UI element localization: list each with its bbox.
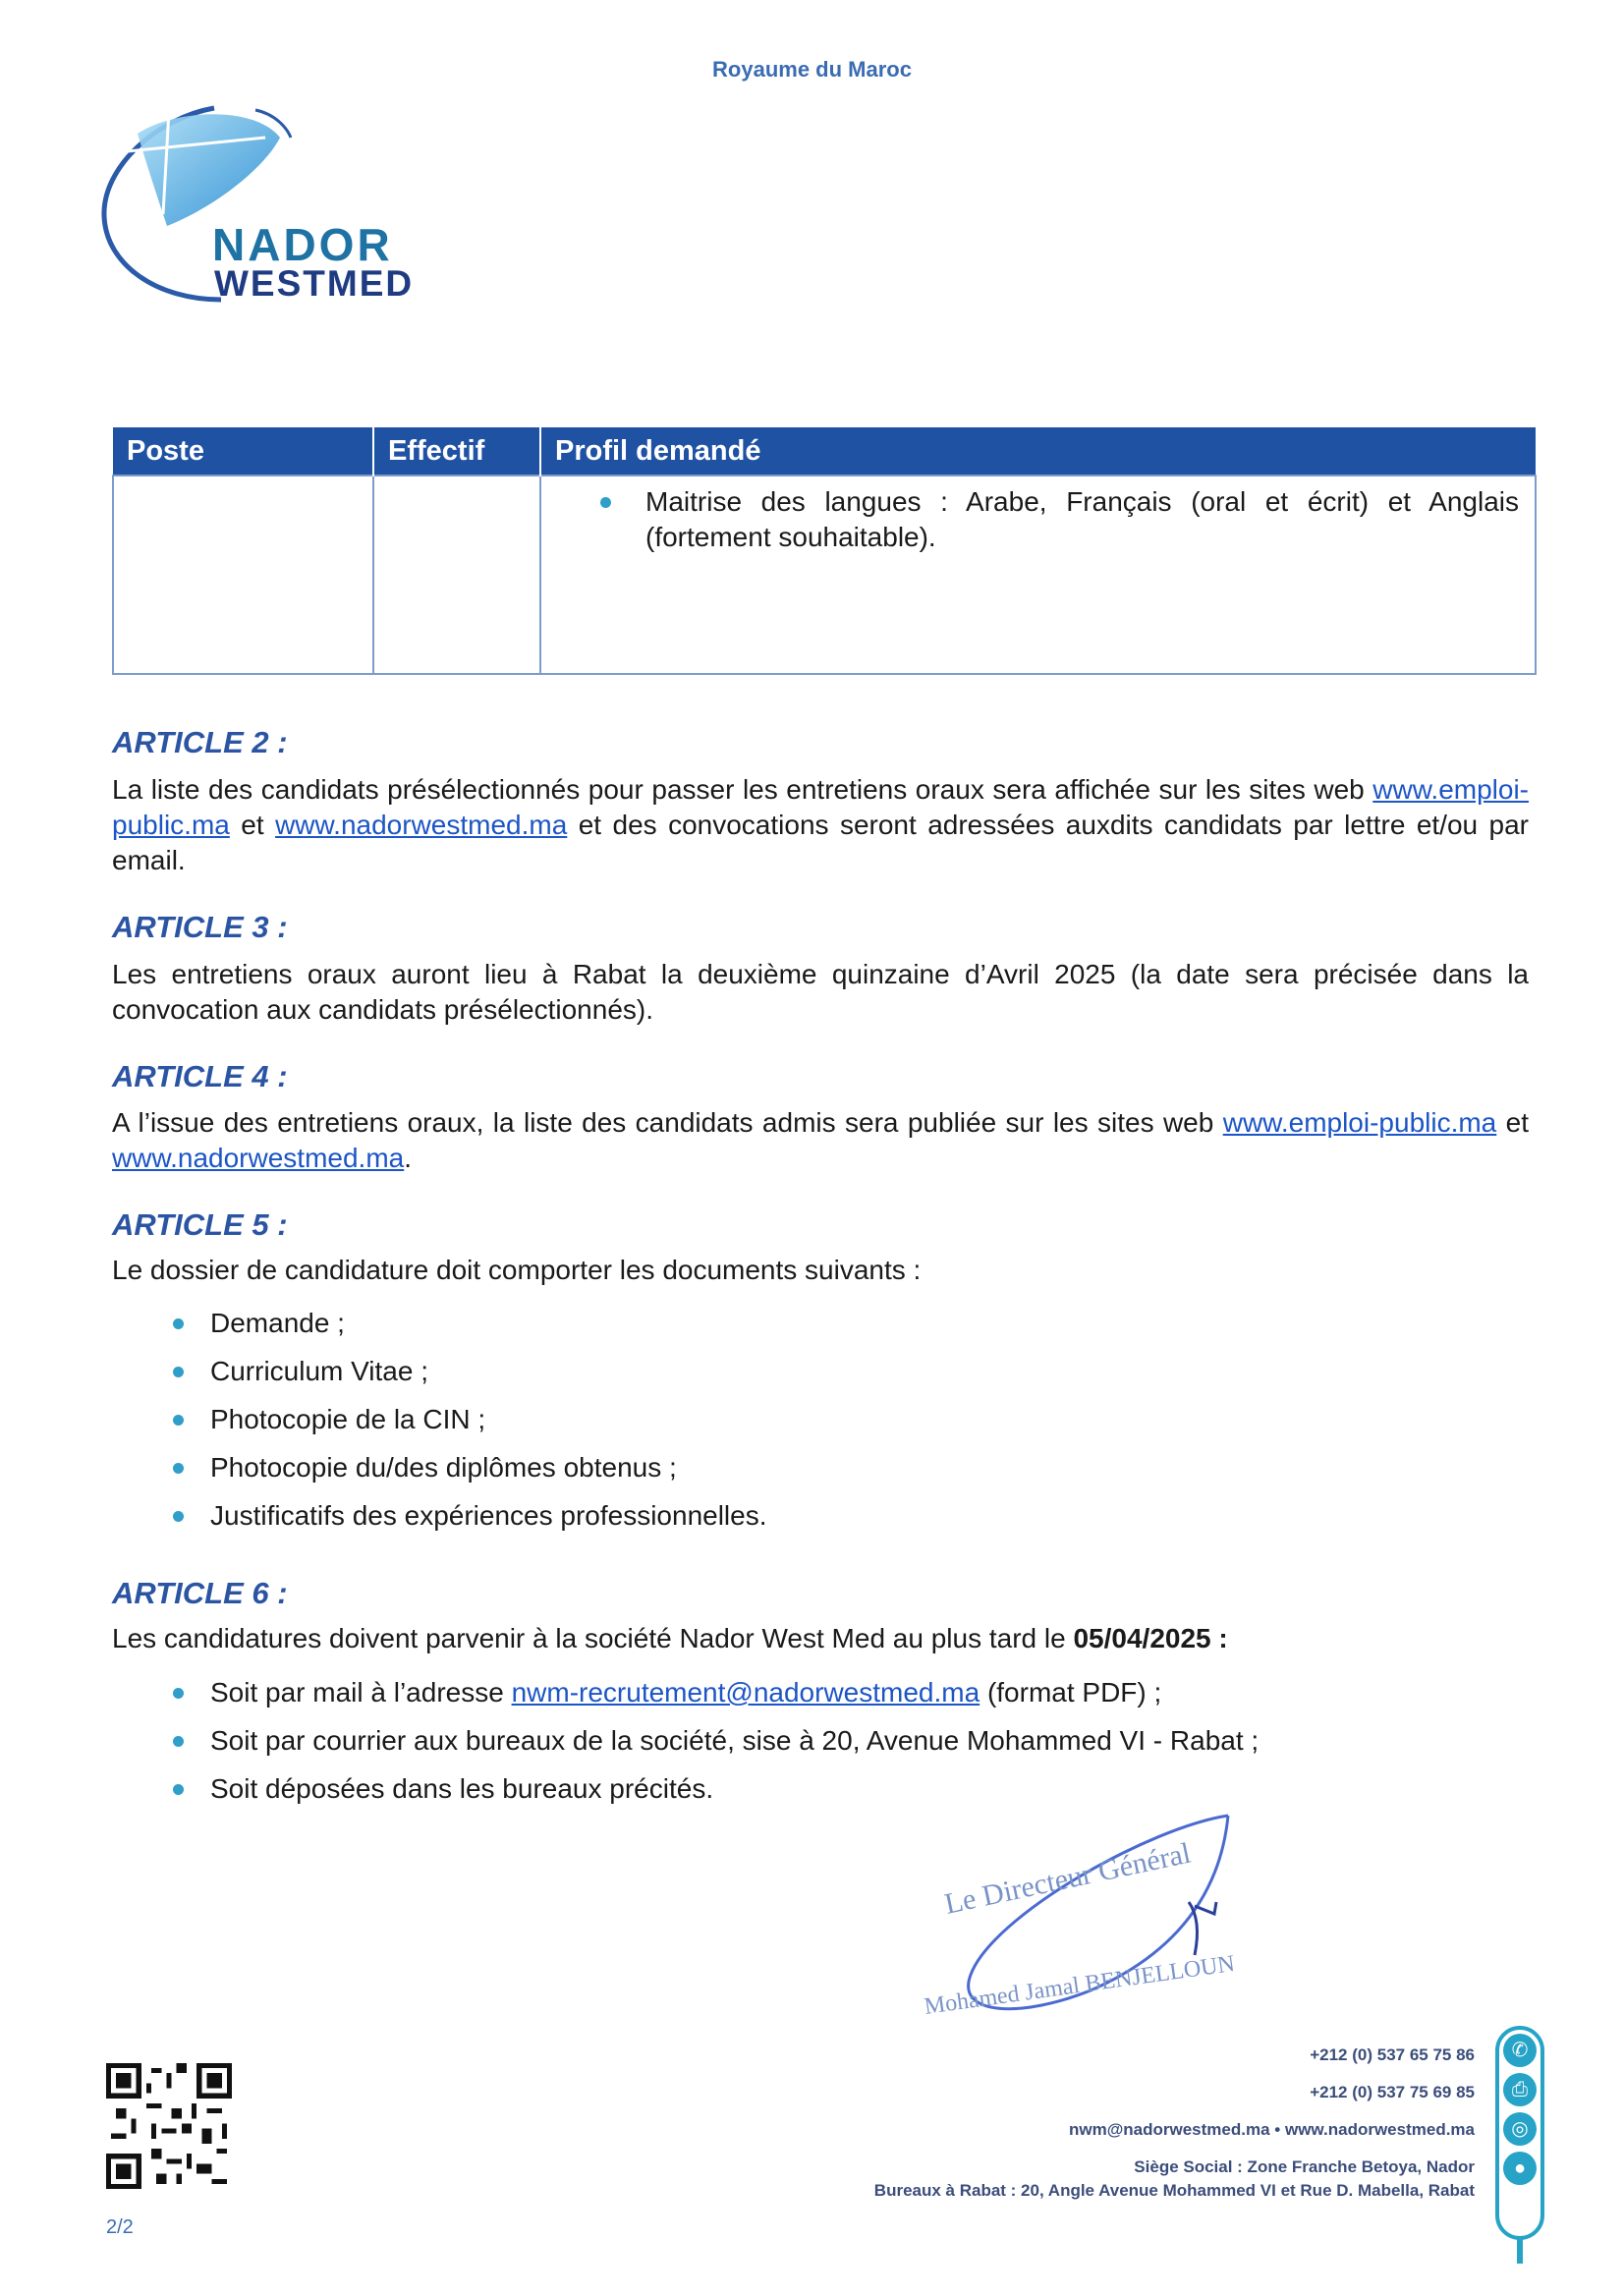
- footer-separator: •: [1274, 2120, 1281, 2139]
- bullet-icon: [173, 1318, 184, 1329]
- cell-profil: [540, 476, 1536, 674]
- bullet-icon: [173, 1511, 184, 1522]
- list-item: [157, 1498, 1434, 1546]
- bullet-icon: [600, 497, 611, 508]
- list-item: [157, 1450, 1434, 1498]
- signature-stroke-icon: [904, 1808, 1326, 2044]
- bullet-icon: [173, 1784, 184, 1795]
- cell-poste: [113, 476, 373, 674]
- footer-web-contacts: [1069, 2120, 1475, 2140]
- list-item-text: Curriculum Vitae ;: [210, 1356, 429, 1386]
- qr-code-icon: [106, 2063, 232, 2189]
- article-2-title: ARTICLE 2 :: [112, 725, 288, 759]
- logo-word-westmed: WESTMED: [214, 263, 415, 304]
- svg-text:Mohamed Jamal BENJELLOUN: Mohamed Jamal BENJELLOUN: [923, 1950, 1237, 2020]
- article-4-text-part: .: [404, 1143, 413, 1173]
- kingdom-title: Royaume du Maroc: [712, 57, 912, 82]
- list-item-text: Photocopie de la CIN ;: [210, 1404, 486, 1434]
- deadline-date: 05/04/2025 :: [1073, 1623, 1228, 1653]
- table-row: [113, 476, 1536, 674]
- list-item-text: Photocopie du/des diplômes obtenus ;: [210, 1452, 677, 1483]
- article-2-text-part: et: [229, 810, 276, 840]
- article-2-text: [112, 772, 1529, 878]
- list-item: [157, 1723, 1434, 1771]
- documents-list: [157, 1306, 1434, 1546]
- article-5-title: ARTICLE 5 :: [112, 1207, 288, 1242]
- article-6-intro-text: Les candidatures doivent parvenir à la société Nador West Med au plus tard le: [112, 1623, 1074, 1653]
- bullet-icon: [173, 1367, 184, 1377]
- bullet-icon: [173, 1415, 184, 1426]
- list-item: [587, 484, 1519, 555]
- cell-effectif: [373, 476, 540, 674]
- bullet-icon: [173, 1688, 184, 1699]
- link-nadorwestmed[interactable]: www.nadorwestmed.ma: [275, 810, 568, 840]
- article-3-text: Les entretiens oraux auront lieu à Rabat la deuxième quinzaine d’Avril 2025 (la date sera précisée dans la convocation aux candidats présélectionnés).: [112, 959, 1529, 1025]
- list-item-text: Soit par courrier aux bureaux de la société, sise à 20, Avenue Mohammed VI - Rabat ;: [210, 1725, 1260, 1756]
- article-4-title: ARTICLE 4 :: [112, 1059, 288, 1093]
- header-poste: Poste: [113, 427, 373, 476]
- globe-icon: ◎: [1503, 2112, 1537, 2146]
- job-profile-table: [112, 427, 1537, 675]
- list-item-text: Demande ;: [210, 1308, 345, 1338]
- article-2-text-part: La liste des candidats présélectionnés pour passer les entretiens oraux sera affichée sur les sites web: [112, 774, 1373, 805]
- list-item: [157, 1354, 1434, 1402]
- svg-text:Le Directeur Général: Le Directeur Général: [941, 1836, 1194, 1921]
- article-6-title: ARTICLE 6 :: [112, 1576, 288, 1610]
- footer-fax: +212 (0) 537 75 69 85: [1310, 2083, 1475, 2101]
- nador-westmed-logo: [98, 98, 511, 314]
- article-6-intro: [112, 1621, 1529, 1656]
- header-profil: Profil demandé: [540, 427, 1536, 476]
- list-item-text: Soit par mail à l’adresse: [210, 1677, 512, 1708]
- printer-icon: ⎙: [1503, 2073, 1537, 2106]
- logo-word-nador: NADOR: [212, 219, 393, 270]
- bullet-icon: [173, 1463, 184, 1474]
- table-header-row: [113, 427, 1536, 476]
- footer-email[interactable]: nwm@nadorwestmed.ma: [1068, 2120, 1270, 2139]
- article-4-text: [112, 1105, 1529, 1176]
- footer-website[interactable]: www.nadorwestmed.ma: [1284, 2120, 1475, 2139]
- link-emploi-public[interactable]: www.emploi-public.ma: [1222, 1107, 1497, 1138]
- list-item-text: (format PDF) ;: [980, 1677, 1162, 1708]
- bullet-icon: [173, 1736, 184, 1747]
- phone-icon: ✆: [1503, 2034, 1537, 2067]
- article-5-intro: Le dossier de candidature doit comporter les documents suivants :: [112, 1255, 922, 1285]
- recruitment-email-link[interactable]: nwm-recrutement@nadorwestmed.ma: [511, 1677, 980, 1708]
- contact-bar-tail: [1517, 2238, 1523, 2264]
- list-item: [157, 1402, 1434, 1450]
- article-2-text-part: et des convocations seront adressées auxdits candidats par lettre et/ou par email.: [112, 810, 1529, 875]
- list-item-text: Justificatifs des expériences professionnelles.: [210, 1500, 767, 1531]
- list-item: [157, 1675, 1434, 1723]
- list-item: [157, 1306, 1434, 1354]
- article-3-title: ARTICLE 3 :: [112, 910, 288, 944]
- header-effectif: Effectif: [373, 427, 540, 476]
- footer-phone: +212 (0) 537 65 75 86: [1310, 2045, 1475, 2064]
- link-emploi-public[interactable]: www.emploi-public.ma: [112, 774, 1529, 840]
- link-nadorwestmed[interactable]: www.nadorwestmed.ma: [112, 1143, 405, 1173]
- list-item-text: Soit déposées dans les bureaux précités.: [210, 1773, 714, 1804]
- article-4-text-part: et: [1496, 1107, 1530, 1138]
- profile-list: [541, 476, 1535, 555]
- profile-item-text: Maitrise des langues : Arabe, Français (oral et écrit) et Anglais (fortement souhaitable).: [645, 486, 1519, 552]
- footer-siege: Siège Social : Zone Franche Betoya, Nador: [1134, 2157, 1475, 2176]
- submission-list: [157, 1675, 1434, 1820]
- footer-bureaux: Bureaux à Rabat : 20, Angle Avenue Mohammed VI et Rue D. Mabella, Rabat: [873, 2181, 1475, 2200]
- location-pin-icon: ●: [1503, 2152, 1537, 2185]
- qr-code: [106, 2063, 232, 2189]
- page-number: 2/2: [106, 2216, 134, 2238]
- article-4-text-part: A l’issue des entretiens oraux, la liste des candidats admis sera publiée sur les sites web: [112, 1107, 1223, 1138]
- director-signature: [904, 1808, 1326, 2044]
